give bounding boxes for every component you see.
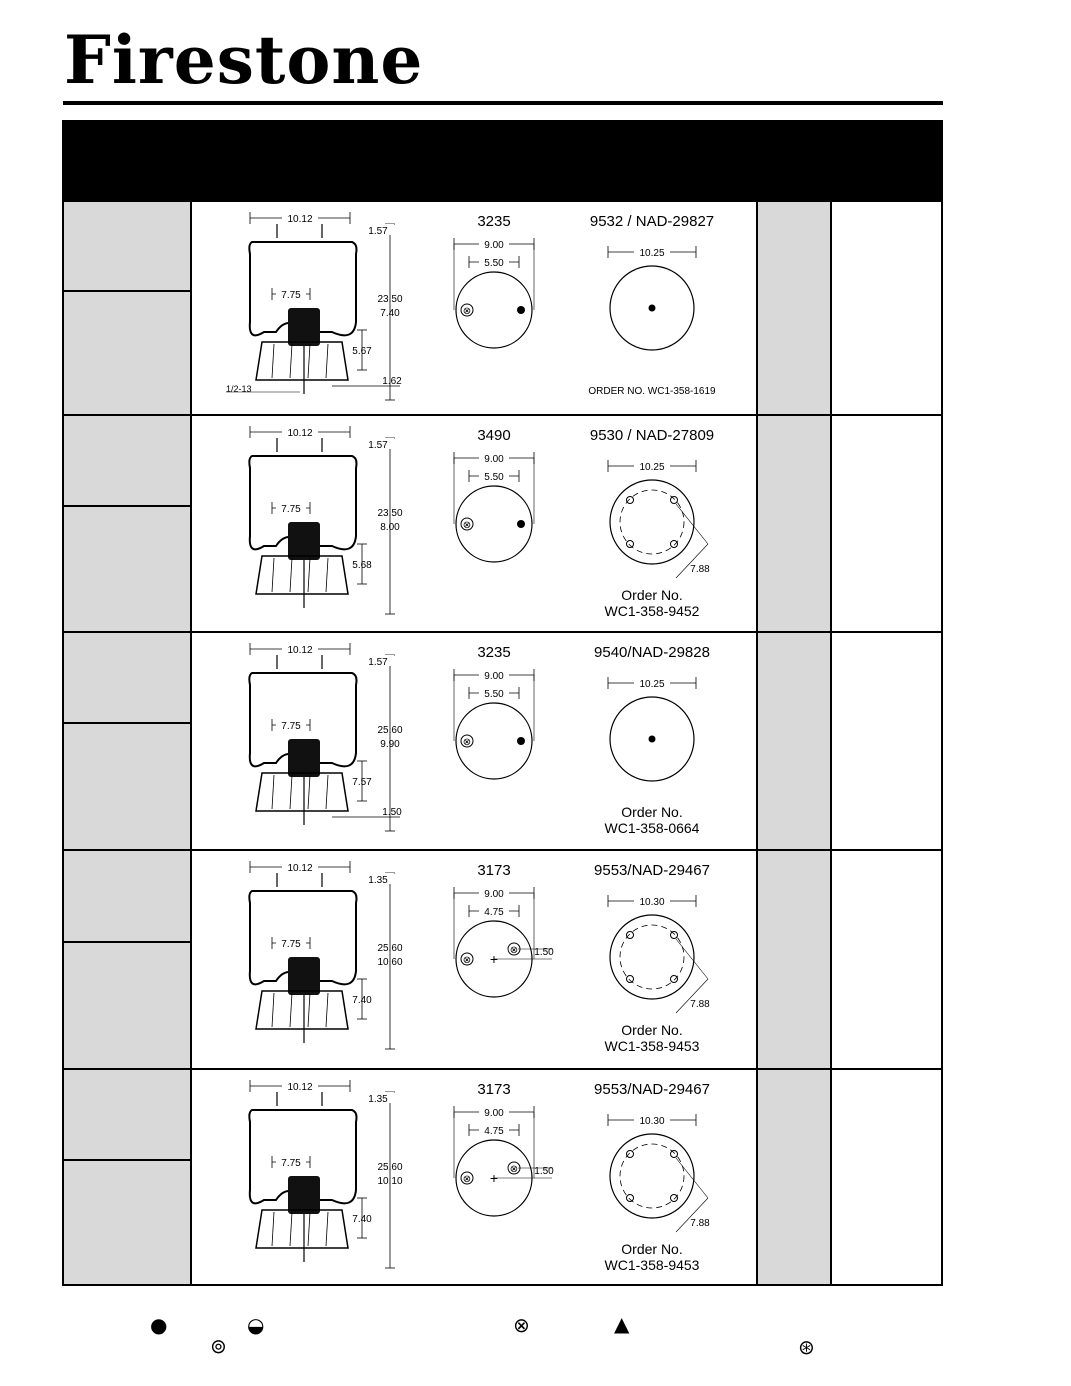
bead-plate-width-label: 9.00 <box>484 1108 504 1119</box>
crossed-circle-icon: ⊗ <box>462 737 472 748</box>
bolt-circle-label: 7.88 <box>690 564 710 575</box>
piston-view <box>588 213 716 397</box>
crossed-circle-icon: ⊗ <box>462 306 472 317</box>
drawing-cell <box>191 415 757 632</box>
order-number: WC1-358-9453 <box>604 1257 700 1273</box>
bead-plate-number: 3173 <box>477 1081 511 1098</box>
overall-height-label: 23.50 <box>377 294 403 305</box>
bolt-hole-icon <box>671 497 678 504</box>
air-spring-drawing <box>192 416 756 631</box>
bolt-hole-icon <box>627 1151 634 1158</box>
overall-diameter-label: 10.12 <box>287 214 313 225</box>
offset-label: 1.50 <box>534 1166 554 1177</box>
crossed-circle-icon: ⊗ <box>509 1164 519 1175</box>
part-number-cell <box>63 415 191 632</box>
spec-cell <box>757 1069 831 1285</box>
bead-plate-width-label: 9.00 <box>484 240 504 251</box>
bolt-hole-icon <box>671 1195 678 1202</box>
overall-diameter-label: 10.12 <box>287 1082 313 1093</box>
crossed-circle-icon: ⊗ <box>462 520 472 531</box>
header-rule <box>63 101 943 105</box>
bead-plate-width-label: 9.00 <box>484 671 504 682</box>
overall-height-label: 25.60 <box>377 1162 403 1173</box>
base-height-label: 1.50 <box>382 807 402 818</box>
crossed-circle-icon: ⊗ <box>509 945 519 956</box>
notes-cell <box>831 850 942 1069</box>
drawing-cell <box>191 632 757 850</box>
piston-outline <box>610 915 694 999</box>
side-view <box>249 643 403 831</box>
piston-outline <box>610 480 694 564</box>
piston-width-label: 7.75 <box>281 504 301 515</box>
center-mark-icon: + <box>489 951 499 967</box>
notes-cell <box>831 1069 942 1285</box>
crossed-circle-icon: ⊗ <box>462 955 472 966</box>
piston-view <box>594 1081 710 1273</box>
side-view <box>249 1080 403 1268</box>
center-mark-icon: + <box>489 1170 499 1186</box>
piston-width-label: 7.75 <box>281 1158 301 1169</box>
piston-width-label: 7.75 <box>281 721 301 732</box>
order-number: WC1-358-0664 <box>604 820 700 836</box>
bead-plate-view <box>454 644 534 779</box>
piston-view <box>590 427 714 619</box>
bolt-hole-icon <box>627 497 634 504</box>
air-spring-table <box>62 200 943 1286</box>
top-height-label: 1.57 <box>368 440 388 451</box>
table-row <box>63 632 942 850</box>
table-row <box>63 415 942 632</box>
stud-thread-label: 1/2-13 <box>226 384 252 394</box>
collapsed-height-label: 10.60 <box>377 957 403 968</box>
firestone-logo: Firestone <box>64 21 424 99</box>
part-number-upper <box>64 633 190 724</box>
spec-cell <box>757 850 831 1069</box>
table-header-bar <box>62 120 943 200</box>
bead-plate-number: 3235 <box>477 213 511 230</box>
part-number-upper <box>64 202 190 292</box>
piston-height-label: 7.40 <box>352 1214 372 1225</box>
bolt-circle-label: 7.88 <box>690 1218 710 1229</box>
air-spring-drawing <box>192 851 756 1068</box>
bead-plate-view <box>454 213 534 348</box>
bolt-hole-icon <box>671 932 678 939</box>
bead-plate-width-label: 9.00 <box>484 889 504 900</box>
piston-number: 9540/NAD-29828 <box>594 644 710 661</box>
part-number-upper <box>64 1070 190 1161</box>
piston-diameter-label: 10.30 <box>639 1116 665 1127</box>
overall-diameter-label: 10.12 <box>287 428 313 439</box>
order-label: Order No. <box>621 1022 683 1038</box>
overall-height-label: 25.60 <box>377 943 403 954</box>
order-label: Order No. <box>621 587 683 603</box>
piston-height-label: 5.67 <box>352 346 372 357</box>
piston-diameter-label: 10.25 <box>639 679 665 690</box>
bolt-circle-label: 7.88 <box>690 999 710 1010</box>
legend <box>0 1305 1071 1365</box>
piston-number: 9530 / NAD-27809 <box>589 427 715 444</box>
bolt-hole-icon <box>627 932 634 939</box>
part-number-cell <box>63 850 191 1069</box>
air-spring-drawing <box>192 1070 756 1284</box>
bead-plate-view <box>454 1081 554 1216</box>
side-view <box>249 861 403 1049</box>
piston-number: 9553/NAD-29467 <box>594 862 710 879</box>
bead-plate-width-label: 9.00 <box>484 454 504 465</box>
stud-spacing-label: 4.75 <box>484 1126 504 1137</box>
stud-spacing-label: 5.50 <box>484 258 504 269</box>
drawing-cell <box>191 201 757 415</box>
piston-width-label: 7.75 <box>281 939 301 950</box>
order-number: WC1-358-9453 <box>604 1038 700 1054</box>
top-height-label: 1.35 <box>368 1094 388 1105</box>
bead-plate-number: 3235 <box>477 644 511 661</box>
bolt-hole-icon <box>671 1151 678 1158</box>
solid-dot-icon <box>517 737 525 745</box>
notes-cell <box>831 201 942 415</box>
crossed-circle-icon: ⊗ <box>513 1313 530 1337</box>
drawing-cell <box>191 1069 757 1285</box>
triangle-icon: ▲ <box>614 1312 630 1336</box>
piston-height-label: 7.40 <box>352 995 372 1006</box>
air-spring-drawing <box>192 202 756 414</box>
order-label: Order No. <box>621 804 683 820</box>
crossed-circle-icon: ⊗ <box>462 1174 472 1185</box>
notes-cell <box>831 415 942 632</box>
solid-dot-icon <box>649 305 656 312</box>
piston-height-label: 7.57 <box>352 777 372 788</box>
piston-height-label: 5.68 <box>352 560 372 571</box>
bolt-hole-icon <box>627 1195 634 1202</box>
spec-cell <box>757 415 831 632</box>
piston-number: 9553/NAD-29467 <box>594 1081 710 1098</box>
bolt-hole-icon <box>627 541 634 548</box>
bead-plate-number: 3173 <box>477 862 511 879</box>
bead-plate-view <box>454 862 554 997</box>
piston-diameter-label: 10.25 <box>639 462 665 473</box>
stud-spacing-label: 5.50 <box>484 689 504 700</box>
bolt-hole-icon <box>627 976 634 983</box>
solid-dot-icon: ● <box>150 1313 168 1337</box>
base-height-label: 1.62 <box>382 376 402 387</box>
spec-cell <box>757 632 831 850</box>
stud-spacing-label: 4.75 <box>484 907 504 918</box>
piston-diameter-label: 10.30 <box>639 897 665 908</box>
part-number-cell <box>63 201 191 415</box>
quartered-circle-icon: ◒ <box>247 1313 265 1337</box>
order-number: ORDER NO. WC1-358-1619 <box>588 386 716 397</box>
part-number-cell <box>63 632 191 850</box>
piston-view <box>594 862 710 1054</box>
top-height-label: 1.57 <box>368 226 388 237</box>
bead-plate-view <box>454 427 534 562</box>
bead-plate-number: 3490 <box>477 427 511 444</box>
part-number-upper <box>64 851 190 943</box>
table-row <box>63 850 942 1069</box>
solid-dot-icon <box>517 520 525 528</box>
part-number-cell <box>63 1069 191 1285</box>
table-row <box>63 201 942 415</box>
overall-height-label: 25.60 <box>377 725 403 736</box>
air-spring-drawing <box>192 633 756 849</box>
drawing-cell <box>191 850 757 1069</box>
collapsed-height-label: 10.10 <box>377 1176 403 1187</box>
stud-spacing-label: 5.50 <box>484 472 504 483</box>
order-number: WC1-358-9452 <box>604 603 700 619</box>
wheel-circle-icon: ⊛ <box>798 1335 815 1359</box>
side-view <box>226 212 403 400</box>
collapsed-height-label: 9.90 <box>380 739 400 750</box>
bolt-hole-icon <box>671 541 678 548</box>
overall-diameter-label: 10.12 <box>287 645 313 656</box>
part-number-upper <box>64 416 190 507</box>
overall-diameter-label: 10.12 <box>287 863 313 874</box>
piston-number: 9532 / NAD-29827 <box>589 213 715 230</box>
top-height-label: 1.57 <box>368 657 388 668</box>
spec-cell <box>757 201 831 415</box>
top-height-label: 1.35 <box>368 875 388 886</box>
collapsed-height-label: 7.40 <box>380 308 400 319</box>
piston-outline <box>610 1134 694 1218</box>
order-label: Order No. <box>621 1241 683 1257</box>
bolt-hole-icon <box>671 976 678 983</box>
bolt-circle-icon: ⊚ <box>210 1334 227 1358</box>
solid-dot-icon <box>649 736 656 743</box>
collapsed-height-label: 8.00 <box>380 522 400 533</box>
table-row <box>63 1069 942 1285</box>
offset-label: 1.50 <box>534 947 554 958</box>
piston-view <box>594 644 710 836</box>
side-view <box>249 426 403 614</box>
piston-width-label: 7.75 <box>281 290 301 301</box>
overall-height-label: 23.50 <box>377 508 403 519</box>
piston-diameter-label: 10.25 <box>639 248 665 259</box>
notes-cell <box>831 632 942 850</box>
solid-dot-icon <box>517 306 525 314</box>
